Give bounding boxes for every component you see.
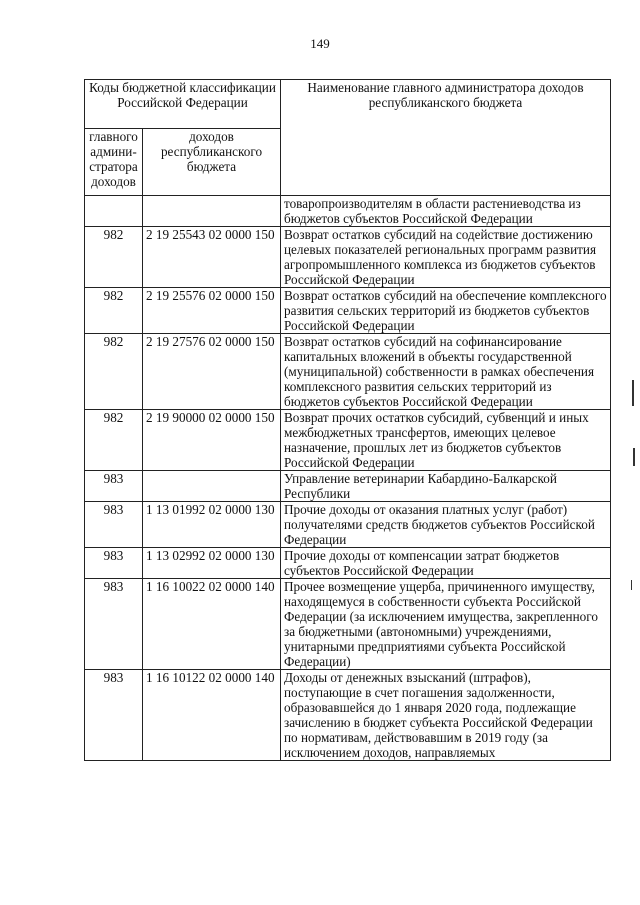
cell-income-code: 1 16 10022 02 0000 140	[143, 579, 281, 670]
table-row	[85, 548, 611, 579]
cell-income-name: Возврат остатков субсидий на содействие достижению целевых показателей региональных программ развития агропромышленного комплекса из бюджетов субъектов Российской Федерации	[281, 227, 611, 288]
cell-administrator-code: 982	[85, 410, 143, 471]
header-administrator-name: Наименование главного администратора доходов республиканского бюджета	[281, 80, 611, 196]
cell-income-code	[143, 471, 281, 502]
cell-administrator-code: 982	[85, 227, 143, 288]
cell-administrator-code: 982	[85, 334, 143, 410]
cell-income-name: Управление ветеринарии Кабардино-Балкарской Республики	[281, 471, 611, 502]
cell-administrator-code: 983	[85, 579, 143, 670]
table-row	[85, 288, 611, 334]
cell-administrator-code: 983	[85, 502, 143, 548]
scan-edge-mark	[633, 448, 635, 466]
cell-income-code: 1 13 01992 02 0000 130	[143, 502, 281, 548]
table-row	[85, 410, 611, 471]
cell-income-name: Возврат остатков субсидий на обеспечение комплексного развития сельских территорий из бюджетов субъектов Российской Федерации	[281, 288, 611, 334]
page-number: 149	[310, 36, 330, 51]
table-row	[85, 670, 611, 761]
header-budget-income: доходов республиканского бюджета	[143, 129, 281, 196]
cell-administrator-code: 983	[85, 670, 143, 761]
table-row	[85, 227, 611, 288]
cell-administrator-code	[85, 196, 143, 227]
cell-income-name: Возврат остатков субсидий на софинансирование капитальных вложений в объекты государственной (муниципальной) собственности в рамках обеспечения комплексного развития сельских территорий из бюджетов субъектов Российской Федерации	[281, 334, 611, 410]
header-main-administrator: главного админи-стратора доходов	[85, 129, 143, 196]
table-row	[85, 579, 611, 670]
cell-income-code	[143, 196, 281, 227]
cell-income-name: Возврат прочих остатков субсидий, субвенций и иных межбюджетных трансфертов, имеющих целевое назначение, прошлых лет из бюджетов субъектов Российской Федерации	[281, 410, 611, 471]
cell-income-code: 1 16 10122 02 0000 140	[143, 670, 281, 761]
table-header-row	[85, 80, 611, 129]
table-row	[85, 196, 611, 227]
scan-edge-mark	[631, 580, 632, 590]
cell-income-code: 2 19 27576 02 0000 150	[143, 334, 281, 410]
table-row	[85, 471, 611, 502]
cell-administrator-code: 983	[85, 548, 143, 579]
cell-income-code: 2 19 25576 02 0000 150	[143, 288, 281, 334]
header-budget-codes: Коды бюджетной классификации Российской Федерации	[85, 80, 281, 129]
cell-income-code: 1 13 02992 02 0000 130	[143, 548, 281, 579]
table-body	[85, 196, 611, 761]
cell-income-name: товаропроизводителям в области растениеводства из бюджетов субъектов Российской Федерации	[281, 196, 611, 227]
cell-income-code: 2 19 25543 02 0000 150	[143, 227, 281, 288]
table-row	[85, 334, 611, 410]
budget-classification-table	[84, 79, 611, 761]
cell-administrator-code: 983	[85, 471, 143, 502]
cell-income-name: Прочее возмещение ущерба, причиненного имуществу, находящемуся в собственности субъекта Российской Федерации (за исключением имущества, закрепленного за бюджетными (автономными) учреждениями, унитарными предприятиями субъекта Российской Федерации)	[281, 579, 611, 670]
cell-income-name: Доходы от денежных взысканий (штрафов), поступающие в счет погашения задолженности, образовавшейся до 1 января 2020 года, подлежащие зачислению в бюджет субъекта Российской Федерации по нормативам, действовавшим в 2019 году (за исключением доходов, направляемых	[281, 670, 611, 761]
table-row	[85, 502, 611, 548]
cell-income-name: Прочие доходы от компенсации затрат бюджетов субъектов Российской Федерации	[281, 548, 611, 579]
cell-income-code: 2 19 90000 02 0000 150	[143, 410, 281, 471]
cell-administrator-code: 982	[85, 288, 143, 334]
cell-income-name: Прочие доходы от оказания платных услуг (работ) получателями средств бюджетов субъектов Российской Федерации	[281, 502, 611, 548]
scan-edge-mark	[632, 380, 634, 406]
